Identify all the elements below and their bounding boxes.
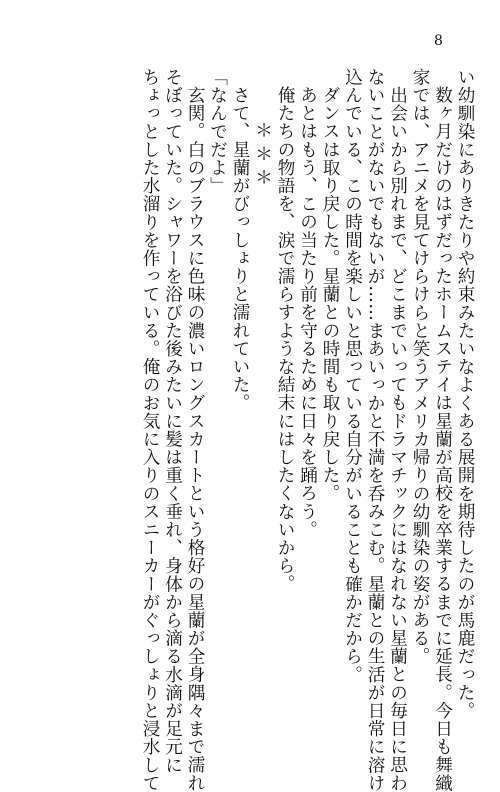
text-line: あとはもう、この当たり前を守るために日々を踊ろう。 <box>297 85 318 539</box>
text-line: ないことがないでもないが……まあいっかと不満を呑みこむ。星蘭との生活が日常に溶け <box>365 68 385 792</box>
text-line: そぼっていた。シャワーを浴びた後みたいに髪は重く垂れ、身体から滴る水滴が足元に <box>162 68 183 774</box>
page-number: 8 <box>434 33 443 49</box>
text-line: さて、星蘭がびっしょりと濡れていた。 <box>230 85 250 412</box>
text-line: 「なんでだよ」 <box>207 68 228 195</box>
text-line: ちょっとした水溜りを作っている。俺のお気に入りのスニーカーがぐっしょりと浸水して <box>140 68 160 792</box>
text-line: 俺たちの物語を、涙で濡らすような結末にはしたくないから。 <box>275 85 295 593</box>
text-line: 込んでいる、この時間を楽しいと思っている自分がいることも確かだから。 <box>342 68 363 684</box>
text-line: 数ヶ月だけのはずだったホームステイは星蘭が高校を卒業するまでに延長。今日も舞織 <box>432 85 453 792</box>
text-line: 家では、アニメを見てけらけらと笑うアメリカ帰りの幼馴染の姿がある。 <box>410 68 430 666</box>
text-line: 玄関。白のブラウスに色味の濃いロングスカートという格好の星蘭が全身隅々まで濡れ <box>185 85 205 792</box>
text-line: 出会いから別れまで、どこまでいってもドラマチックにはなれない星蘭との毎日に思わ <box>387 85 408 792</box>
text-line: ダンスは取り戻した。星蘭との時間も取り戻した。 <box>320 85 340 502</box>
body-text <box>16 68 476 792</box>
section-break: ＊＊＊ <box>252 120 273 192</box>
text-line: い幼馴染にありきたりや約束みたいなよくある展開を期待したのが馬鹿だった。 <box>455 68 475 720</box>
